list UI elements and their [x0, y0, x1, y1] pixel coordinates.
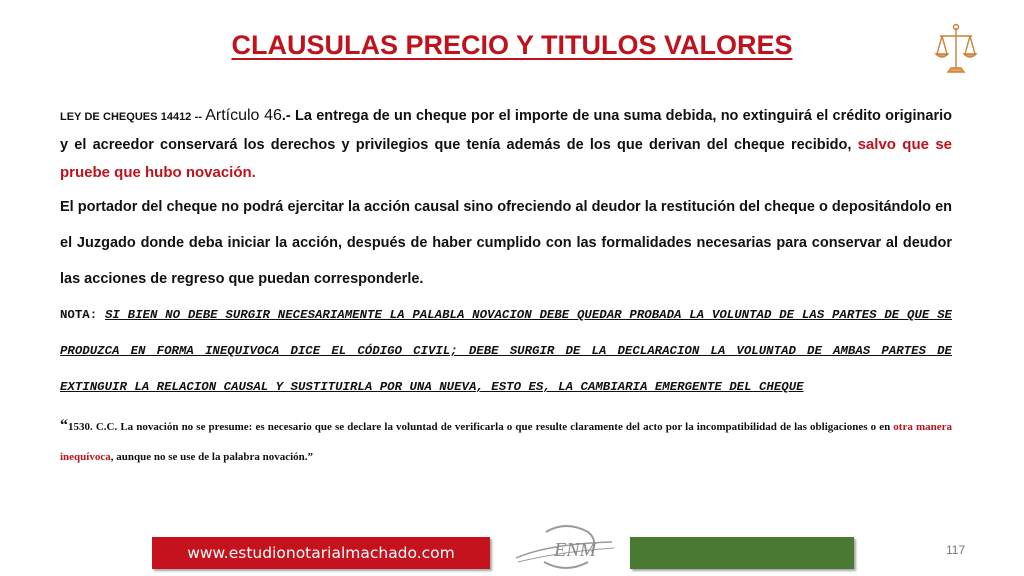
- slide-content: [60, 102, 952, 472]
- quote-end: , aunque no se use de la palabra novación.”: [110, 451, 314, 463]
- quote-open-mark: “: [60, 417, 68, 434]
- law-reference: LEY DE CHEQUES 14412 --: [60, 111, 206, 123]
- quote-text: 1530. C.C. La novación no se presume: es necesario que se declare la voluntad de verificarla o que resulte claramente del acto por la incompatibilidad de las obligaciones o en: [68, 421, 894, 433]
- slide-title: [0, 30, 1024, 61]
- svg-text:ENM: ENM: [554, 539, 597, 561]
- notary-logo: [508, 522, 624, 572]
- law-highlight: salvo que se pruebe que hubo novación.: [60, 136, 953, 181]
- nota-text: SI BIEN NO DEBE SURGIR NECESARIAMENTE LA PALABLA NOVACION DEBE QUEDAR PROBADA LA VOLUNTAD DE LAS PARTES DE QUE SE PRODUZCA EN FORMA INEQUIVOCA DICE EL CÓDIGO CIVIL; DEBE SURGIR DE LA DECLARACION LA VOLUNTAD DE AMBAS PARTES DE EXTINGUIR LA RELACION CAUSAL Y SUSTITUIRLA POR UNA NUEVA, ESTO ES, LA CAMBIARIA EMERGENTE DEL CHEQUE: [60, 308, 952, 394]
- scales-of-justice-icon: [934, 22, 978, 78]
- cheque-holder-paragraph: El portador del cheque no podrá ejercitar la acción causal sino ofreciendo al deudor la restitución del cheque o depositándolo en el Juzgado donde deba iniciar la acción, después de haber cumplido con las formalidades necesarias para conservar al deudor las acciones de regreso que puedan corresponderle.: [60, 199, 952, 287]
- nota-label: NOTA:: [60, 308, 105, 322]
- law-text: .- La entrega de un cheque por el importe de una suma debida, no extinguirá el crédito originario y el acreedor conservará los derechos y privilegios que tenía además de los que derivan del cheque recibido,: [60, 108, 953, 153]
- law-paragraph: [60, 102, 952, 187]
- civil-code-quote: [60, 411, 952, 472]
- slide-title-text: CLAUSULAS PRECIO Y TITULOS VALORES: [231, 30, 793, 60]
- page-number: 117: [946, 543, 966, 557]
- nota-paragraph: [60, 297, 952, 405]
- website-text: www.estudionotarialmachado.com: [187, 544, 455, 562]
- footer-green-bar: [630, 537, 854, 569]
- law-article: Artículo 46: [205, 107, 282, 124]
- quote-highlight: otra manera inequívoca: [60, 421, 952, 463]
- website-link[interactable]: [152, 537, 490, 569]
